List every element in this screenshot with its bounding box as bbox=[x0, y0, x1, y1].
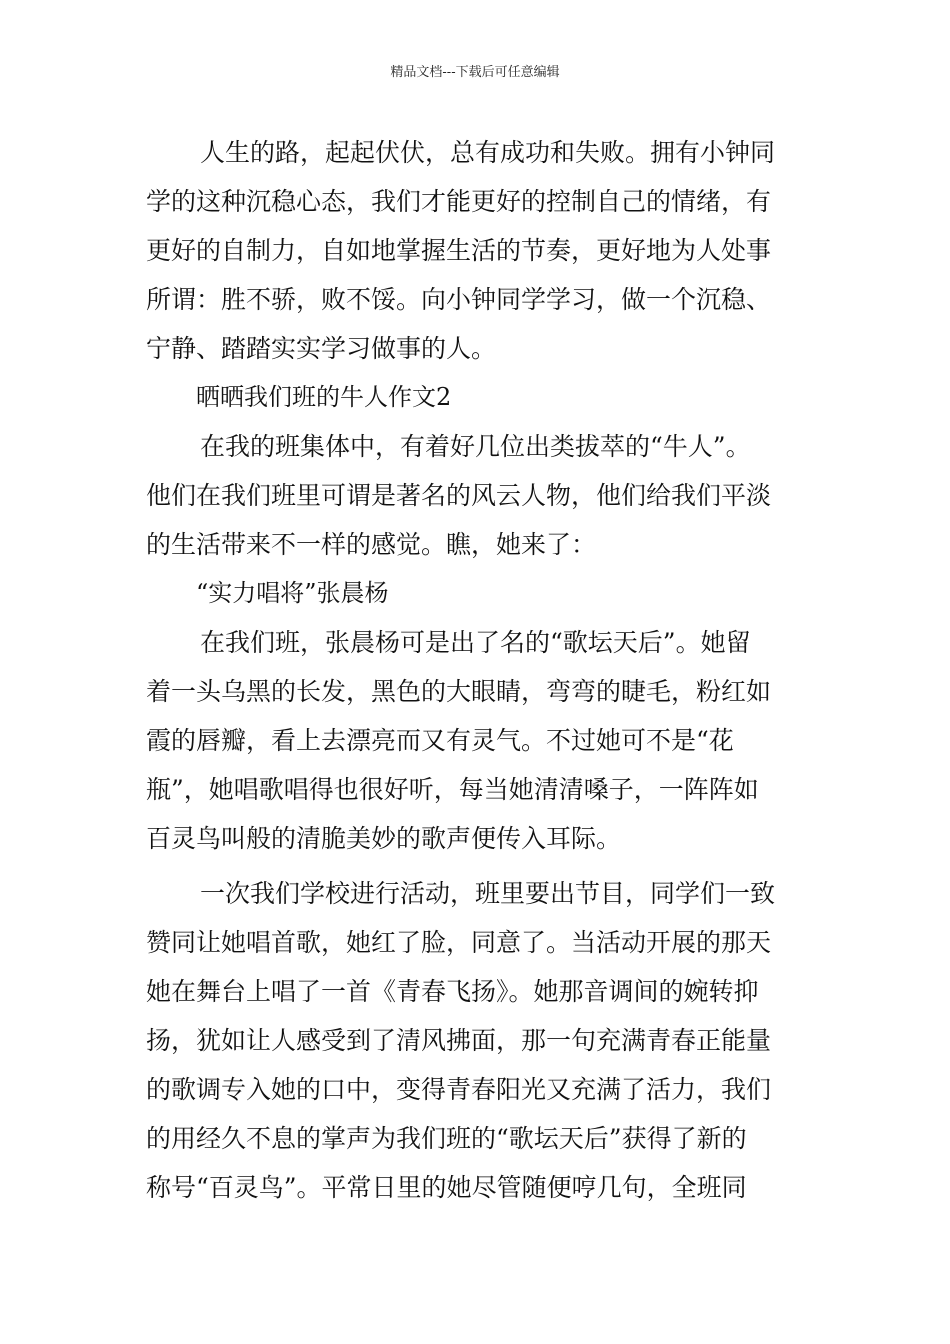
paragraph-line: 的生活带来不一样的感觉。瞧，她来了： bbox=[146, 530, 597, 559]
section-title: 晒晒我们班的牛人作文2 bbox=[196, 383, 452, 411]
paragraph-line: 扬，犹如让人感受到了清风拂面，那一句充满青春正能量 bbox=[146, 1026, 772, 1055]
subsection-title: “实力唱将”张晨杨 bbox=[196, 579, 389, 607]
paragraph-line: 人生的路，起起伏伏，总有成功和失败。拥有小钟同 bbox=[200, 138, 776, 167]
paragraph-line: 着一头乌黑的长发，黑色的大眼睛，弯弯的睫毛，粉红如 bbox=[146, 677, 772, 706]
paragraph-line: 在我的班集体中，有着好几位出类拔萃的“牛人”。 bbox=[200, 432, 751, 461]
paragraph-line: 宁静、踏踏实实学习做事的人。 bbox=[146, 334, 497, 363]
paragraph-line: 他们在我们班里可谓是著名的风云人物，他们给我们平淡 bbox=[146, 481, 772, 510]
page-header: 精品文档---下载后可任意编辑 bbox=[390, 65, 560, 80]
paragraph-line: 的歌调专入她的口中，变得青春阳光又充满了活力，我们 bbox=[146, 1075, 772, 1104]
paragraph-line: 瓶”，她唱歌唱得也很好听，每当她清清嗓子，一阵阵如 bbox=[146, 775, 759, 804]
paragraph-line: 所谓：胜不骄，败不馁。向小钟同学学习，做一个沉稳、 bbox=[146, 285, 772, 314]
document-body bbox=[146, 128, 811, 1212]
paragraph-line: 称号“百灵鸟”。平常日里的她尽管随便哼几句，全班同 bbox=[146, 1173, 747, 1202]
paragraph-line: 在我们班，张晨杨可是出了名的“歌坛天后”。她留 bbox=[200, 628, 751, 657]
paragraph-line: 一次我们学校进行活动，班里要出节目，同学们一致 bbox=[200, 879, 776, 908]
paragraph-line: 的用经久不息的掌声为我们班的“歌坛天后”获得了新的 bbox=[146, 1124, 747, 1153]
paragraph-line: 学的这种沉稳心态，我们才能更好的控制自己的情绪，有 bbox=[146, 187, 772, 216]
paragraph-line: 赞同让她唱首歌，她红了脸，同意了。当活动开展的那天 bbox=[146, 928, 772, 957]
paragraph-line: 她在舞台上唱了一首《青春飞扬》。她那音调间的婉转抑 bbox=[146, 977, 759, 1006]
paragraph-line: 百灵鸟叫般的清脆美妙的歌声便传入耳际。 bbox=[146, 824, 622, 853]
paragraph-line: 更好的自制力，自如地掌握生活的节奏，更好地为人处事 bbox=[146, 236, 772, 265]
paragraph-line: 霞的唇瓣，看上去漂亮而又有灵气。不过她可不是“花 bbox=[146, 726, 734, 755]
